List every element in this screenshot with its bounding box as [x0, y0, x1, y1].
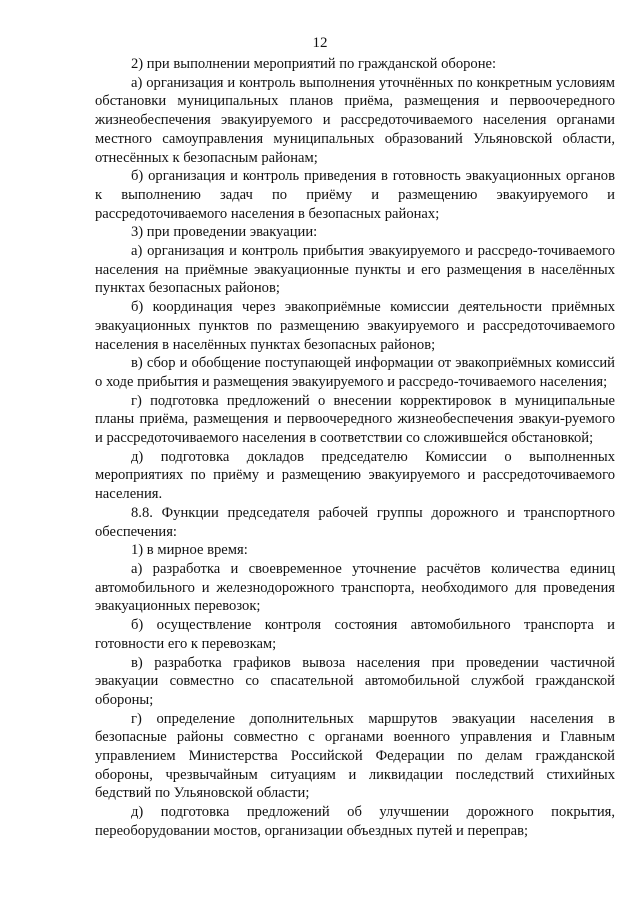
- paragraph-evacuation-b: б) координация через эвакоприёмные комиссии деятельности приёмных эвакуационных пунктов по размещению эвакуируемого и рассредоточиваемого населения в населённых пунктах безопасных районов;: [95, 299, 615, 353]
- paragraph-peacetime-heading: 1) в мирное время:: [131, 542, 248, 559]
- paragraph-evacuation-v: в) сбор и обобщение поступающей информации от эвакоприёмных комиссий о ходе прибытия и размещения эвакуируемого и рассредо-точиваемого населения;: [95, 355, 615, 390]
- paragraph-evacuation-g: г) подготовка предложений о внесении корректировок в муниципальные планы приёма, размещения и первоочередного жизнеобеспечения эвакуи-руемого и рассредоточиваемого населения в соответствии со сложившейся обстановкой;: [95, 392, 615, 447]
- paragraph-peacetime-d: д) подготовка предложений об улучшении дорожного покрытия, переоборудовании мостов, организации объездных путей и переправ;: [95, 804, 615, 839]
- paragraph-civil-defense-b: б) организация и контроль приведения в готовность эвакуационных органов к выполнению задач по приёму и размещению эвакуируемого и рассредоточиваемого населения в безопасных районах;: [95, 168, 615, 222]
- paragraph-peacetime-b: б) осуществление контроля состояния автомобильного транспорта и готовности его к перевозкам;: [95, 617, 615, 652]
- paragraph-peacetime-v: в) разработка графиков вывоза населения при проведении частичной эвакуации совместно со спасательной автомобильной службой гражданской обороны;: [95, 654, 615, 708]
- paragraph-evacuation-heading: 3) при проведении эвакуации:: [131, 224, 318, 241]
- paragraph-section-8-8: 8.8. Функции председателя рабочей группы дорожного и транспортного обеспечения:: [95, 504, 615, 540]
- paragraph-civil-defense-a: а) организация и контроль выполнения уточнённых по конкретным условиям обстановки муниципальных планов приёма, размещения и первоочередного жизнеобеспечения эвакуируемого и рассредоточиваемого населения органами местного самоуправления муниципальных образований Ульяновской области, отнесённых к безопасным районам;: [95, 74, 615, 166]
- page-number: 12: [312, 35, 328, 51]
- paragraph-civil-defense-heading: 2) при выполнении мероприятий по гражданской обороне:: [131, 56, 497, 72]
- paragraph-evacuation-d: д) подготовка докладов председателю Комиссии о выполненных мероприятиях по приёму и размещению эвакуируемого и рассредоточиваемого населения.: [95, 448, 615, 503]
- paragraph-evacuation-a: а) организация и контроль прибытия эвакуируемого и рассредо-точиваемого населения на приёмные эвакуационные пункты и его размещения в населённых пунктах безопасных районов;: [95, 243, 615, 297]
- paragraph-peacetime-a: а) разработка и своевременное уточнение расчётов количества единиц автомобильного и железнодорожного транспорта, необходимого для проведения эвакуационных перевозок;: [95, 560, 615, 615]
- paragraph-peacetime-g: г) определение дополнительных маршрутов эвакуации населения в безопасные районы совместно с органами военного управления и Главным управлением Министерства Российской Федерации по делам гражданской обороны, чрезвычайным ситуациям и ликвидации последствий стихийных бедствий по Ульяновской области;: [95, 710, 615, 802]
- document-body: [95, 55, 615, 841]
